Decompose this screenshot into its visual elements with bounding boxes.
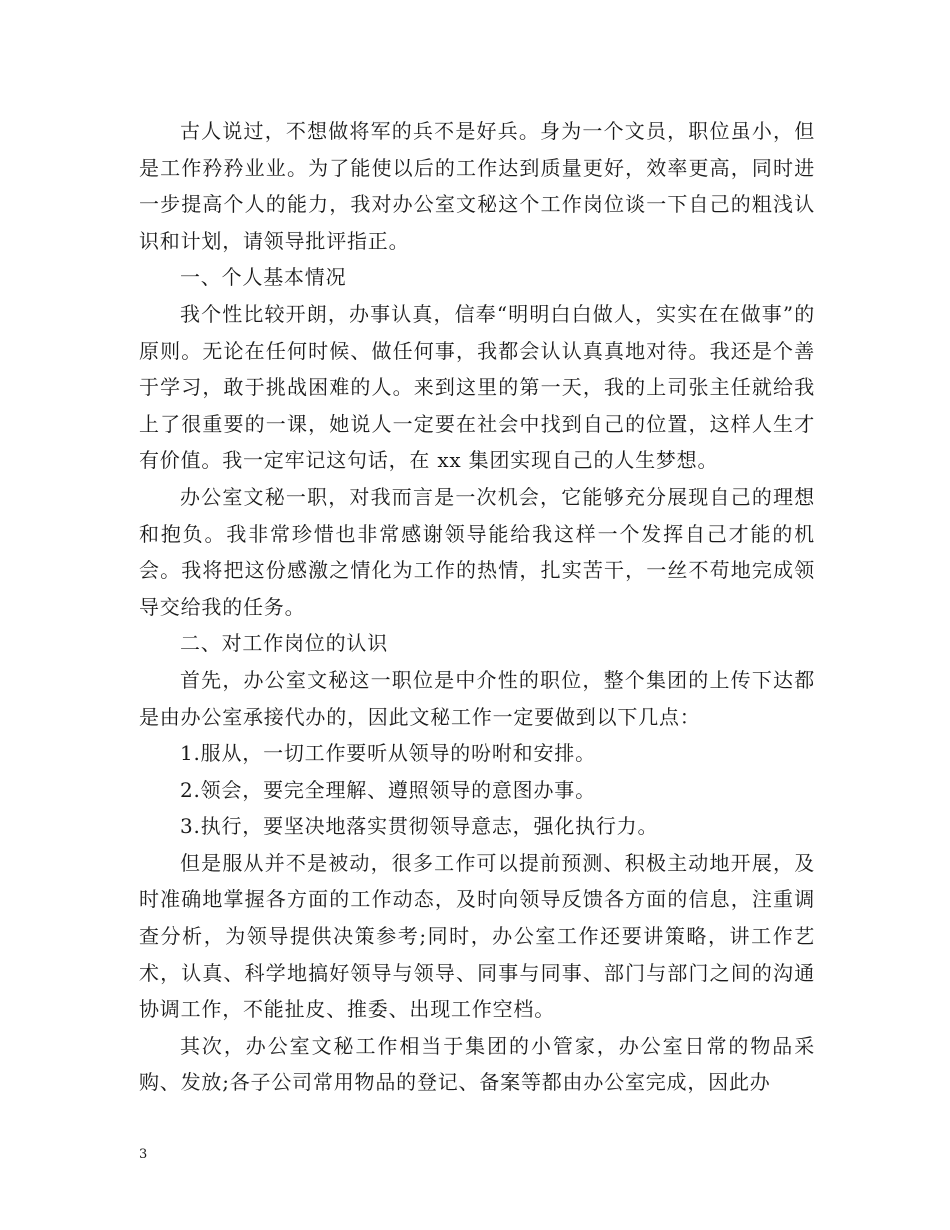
list-item-obey: 1.服从，一切工作要听从领导的吩咐和安排。	[180, 741, 596, 766]
list-item-execute: 3.执行，要坚决地落实贯彻领导意志，强化执行力。	[180, 814, 659, 839]
paragraph-proactive: 但是服从并不是被动，很多工作可以提前预测、积极主动地开展，及时准确地掌握各方面的工作动态，及时向领导反馈各方面的信息，注重调查分析，为领导提供决策参考;同时，办公室工作还要讲策略，讲工作艺术，认真、科学地搞好领导与领导、同事与同事、部门与部门之间的沟通协调工作，不能扯皮、推委、出现工作空档。	[139, 850, 815, 1022]
paragraph-first-point: 首先，办公室文秘这一职位是中介性的职位，整个集团的上传下达都是由办公室承接代办的，因此文秘工作一定要做到以下几点：	[139, 667, 815, 729]
paragraph-second-point: 其次，办公室文秘工作相当于集团的小管家，办公室日常的物品采购、发放;各子公司常用物品的登记、备案等都由办公室完成，因此办	[139, 1033, 815, 1095]
list-item-comprehend: 2.领会，要完全理解、遵照领导的意图办事。	[180, 777, 596, 802]
document-body	[139, 113, 815, 1101]
paragraph-opportunity: 办公室文秘一职，对我而言是一次机会，它能够充分展现自己的理想和抱负。我非常珍惜也非常感谢领导能给我这样一个发挥自己才能的机会。我将把这份感激之情化为工作的热情，扎实苦干，一丝不苟地完成领导交给我的任务。	[139, 484, 815, 619]
section-heading-personal-info: 一、个人基本情况	[180, 265, 347, 290]
page-number: 3	[139, 1147, 148, 1162]
paragraph-intro: 古人说过，不想做将军的兵不是好兵。身为一个文员，职位虽小，但是工作矜矜业业。为了能使以后的工作达到质量更好，效率更高，同时进一步提高个人的能力，我对办公室文秘这个工作岗位谈一下自己的粗浅认识和计划，请领导批评指正。	[139, 119, 815, 253]
paragraph-personality: 我个性比较开朗，办事认真，信奉“明明白白做人，实实在在做事”的原则。无论在任何时候、做任何事，我都会认认真真地对待。我还是个善于学习，敢于挑战困难的人。来到这里的第一天，我的上司张主任就给我上了很重要的一课，她说人一定要在社会中找到自己的位置，这样人生才有价值。我一定牢记这句话，在 xx 集团实现自己的人生梦想。	[139, 301, 815, 473]
section-heading-job-understanding: 二、对工作岗位的认识	[180, 631, 388, 656]
